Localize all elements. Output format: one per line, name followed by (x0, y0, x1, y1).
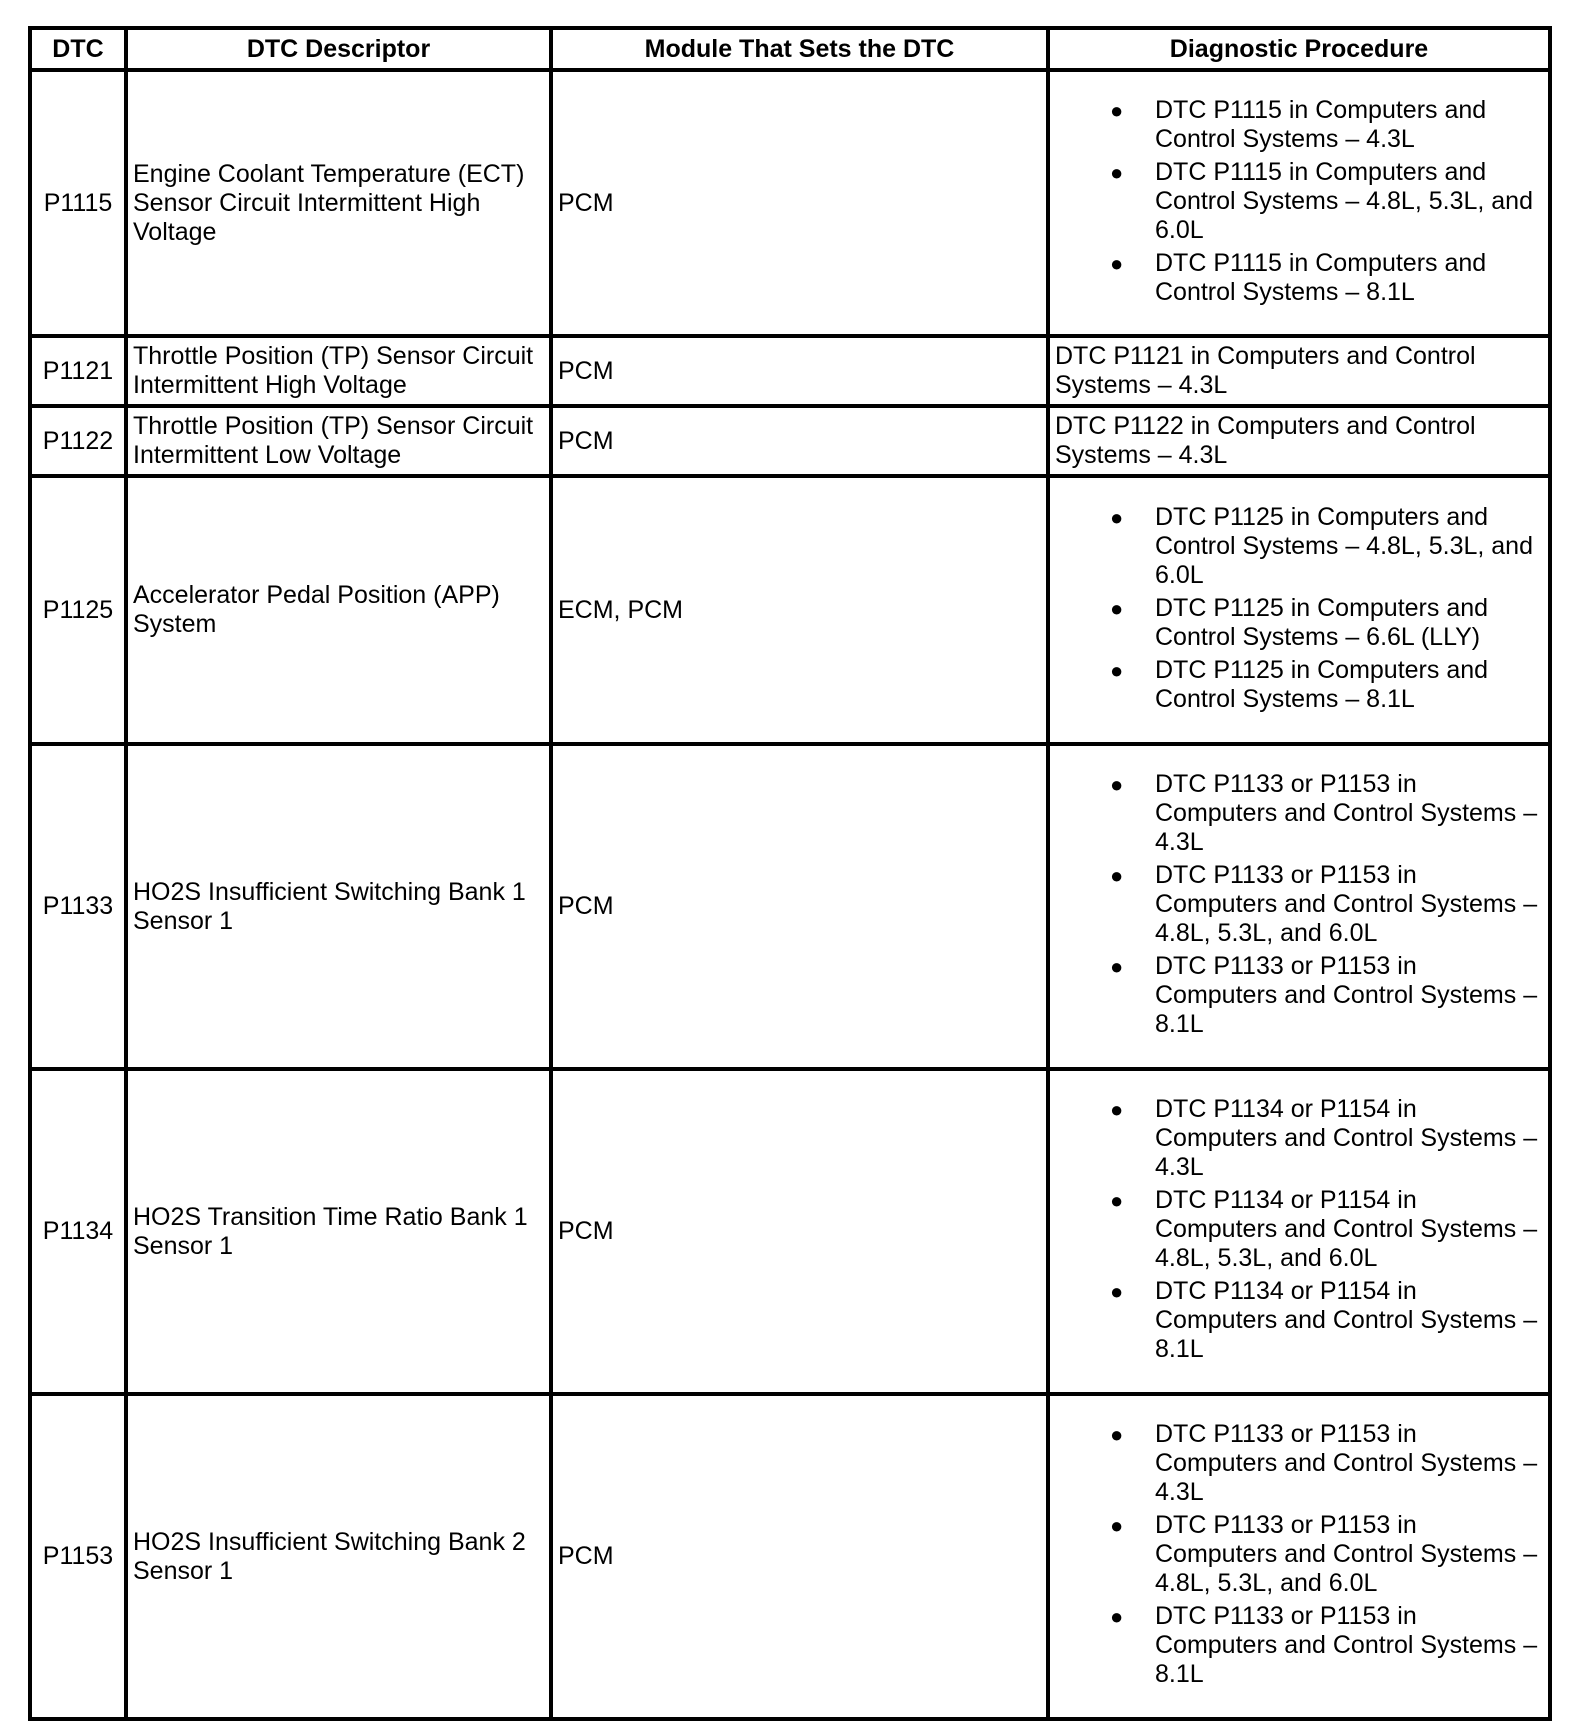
procedure-list (1055, 770, 1543, 1039)
table-row (30, 1069, 1550, 1394)
table-row (30, 336, 1550, 406)
diagnostic-procedure (1048, 70, 1550, 336)
diagnostic-procedure (1048, 476, 1550, 744)
dtc-descriptor: HO2S Transition Time Ratio Bank 1 Sensor 1 (126, 1069, 551, 1394)
header-descriptor: DTC Descriptor (126, 28, 551, 70)
dtc-code: P1125 (30, 476, 126, 744)
table-row (30, 744, 1550, 1069)
procedure-item[interactable]: ● DTC P1134 or P1154 in Computers and Control Systems – 4.8L, 5.3L, and 6.0L (1110, 1186, 1538, 1272)
bullet-icon: ● (1110, 1604, 1124, 1629)
dtc-module: PCM (551, 1069, 1048, 1394)
header-procedure: Diagnostic Procedure (1048, 28, 1550, 70)
bullet-icon: ● (1110, 504, 1124, 530)
procedure-list (1055, 96, 1543, 307)
procedure-list (1055, 1095, 1543, 1364)
dtc-descriptor: HO2S Insufficient Switching Bank 1 Sensor 1 (126, 744, 551, 1069)
diagnostic-procedure (1048, 1394, 1550, 1719)
dtc-code: P1134 (30, 1069, 126, 1394)
dtc-code: P1122 (30, 406, 126, 476)
table-row (30, 406, 1550, 476)
dtc-descriptor: Accelerator Pedal Position (APP) System (126, 476, 551, 744)
dtc-code: P1121 (30, 336, 126, 406)
bullet-icon: ● (1110, 1279, 1124, 1304)
dtc-module: PCM (551, 70, 1048, 336)
bullet-icon: ● (1110, 159, 1124, 185)
procedure-list (1055, 503, 1543, 714)
procedure-item[interactable]: ● DTC P1133 or P1153 in Computers and Control Systems – 8.1L (1110, 1602, 1538, 1688)
header-module: Module That Sets the DTC (551, 28, 1048, 70)
bullet-icon: ● (1110, 772, 1124, 797)
bullet-icon: ● (1110, 595, 1124, 621)
procedure-item[interactable]: ● DTC P1134 or P1154 in Computers and Control Systems – 8.1L (1110, 1277, 1538, 1363)
dtc-descriptor: Throttle Position (TP) Sensor Circuit Intermittent Low Voltage (126, 406, 551, 476)
bullet-icon: ● (1110, 1097, 1124, 1122)
bullet-icon: ● (1110, 250, 1124, 276)
dtc-code: P1153 (30, 1394, 126, 1719)
procedure-item[interactable]: ● DTC P1133 or P1153 in Computers and Control Systems – 8.1L (1110, 952, 1538, 1038)
dtc-code: P1133 (30, 744, 126, 1069)
procedure-item[interactable]: ● DTC P1133 or P1153 in Computers and Control Systems – 4.3L (1110, 770, 1538, 856)
dtc-module: PCM (551, 1394, 1048, 1719)
dtc-module: PCM (551, 744, 1048, 1069)
bullet-icon: ● (1110, 1188, 1124, 1213)
dtc-descriptor: Engine Coolant Temperature (ECT) Sensor Circuit Intermittent High Voltage (126, 70, 551, 336)
dtc-module: ECM, PCM (551, 476, 1048, 744)
procedure-item[interactable]: ● DTC P1115 in Computers and Control Systems – 8.1L (1110, 248, 1487, 306)
procedure-item[interactable]: ● DTC P1125 in Computers and Control Systems – 8.1L (1110, 655, 1489, 713)
dtc-code: P1115 (30, 70, 126, 336)
procedure-item[interactable]: ● DTC P1125 in Computers and Control Systems – 6.6L (LLY) (1110, 593, 1489, 651)
table-row (30, 70, 1550, 336)
bullet-icon: ● (1110, 1513, 1124, 1538)
procedure-item[interactable]: ● DTC P1133 or P1153 in Computers and Control Systems – 4.3L (1110, 1420, 1538, 1506)
procedure-item[interactable]: ● DTC P1133 or P1153 in Computers and Control Systems – 4.8L, 5.3L, and 6.0L (1110, 861, 1538, 947)
procedure-list (1055, 1420, 1543, 1689)
diagnostic-procedure[interactable]: DTC P1121 in Computers and Control Systems – 4.3L (1048, 336, 1550, 406)
bullet-icon: ● (1110, 657, 1124, 683)
dtc-module: PCM (551, 406, 1048, 476)
diagnostic-procedure (1048, 744, 1550, 1069)
dtc-descriptor: HO2S Insufficient Switching Bank 2 Sensor 1 (126, 1394, 551, 1719)
bullet-icon: ● (1110, 97, 1124, 123)
bullet-icon: ● (1110, 1422, 1124, 1447)
dtc-module: PCM (551, 336, 1048, 406)
procedure-item[interactable]: ● DTC P1115 in Computers and Control Systems – 4.8L, 5.3L, and 6.0L (1110, 157, 1533, 244)
header-dtc: DTC (30, 28, 126, 70)
header-row (30, 28, 1550, 70)
dtc-table (28, 26, 1552, 1721)
bullet-icon: ● (1110, 954, 1124, 979)
procedure-item[interactable]: ● DTC P1133 or P1153 in Computers and Control Systems – 4.8L, 5.3L, and 6.0L (1110, 1511, 1538, 1597)
diagnostic-procedure[interactable]: DTC P1122 in Computers and Control Systems – 4.3L (1048, 406, 1550, 476)
diagnostic-procedure (1048, 1069, 1550, 1394)
procedure-item[interactable]: ● DTC P1134 or P1154 in Computers and Control Systems – 4.3L (1110, 1095, 1538, 1181)
table-row (30, 476, 1550, 744)
procedure-item[interactable]: ● DTC P1115 in Computers and Control Systems – 4.3L (1110, 95, 1487, 153)
procedure-item[interactable]: ● DTC P1125 in Computers and Control Systems – 4.8L, 5.3L, and 6.0L (1110, 502, 1533, 589)
bullet-icon: ● (1110, 863, 1124, 888)
table-row (30, 1394, 1550, 1719)
dtc-descriptor: Throttle Position (TP) Sensor Circuit Intermittent High Voltage (126, 336, 551, 406)
